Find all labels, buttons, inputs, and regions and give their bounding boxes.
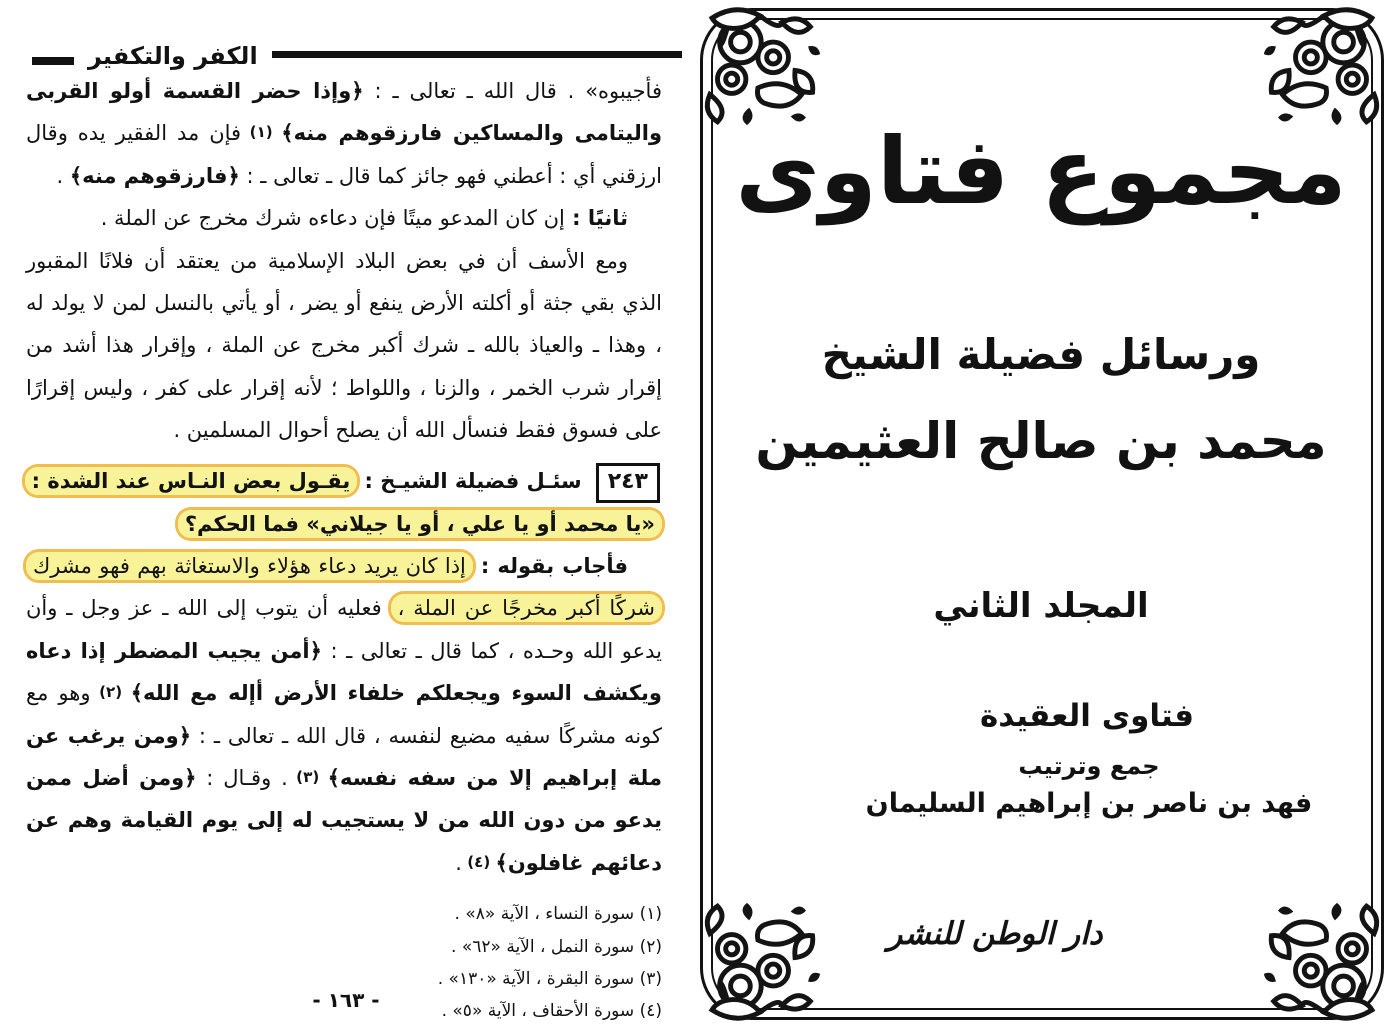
book-title: مجموع فتاوى — [735, 118, 1347, 225]
footnote: (٢) سورة النمل ، الآية «٦٢» . — [451, 936, 662, 957]
text-segment: . — [56, 163, 70, 188]
paragraph-regret — [26, 240, 662, 452]
author-name: محمد بن صالح العثيمين — [755, 412, 1327, 470]
text-segment: ﴿ومن يرغب عن ملة إبراهيم إلا من سفه نفسه﴾ — [26, 723, 662, 790]
text-segment: فأجيبوه» . قال الله ـ تعالى ـ : — [363, 79, 662, 103]
compiler-name: فهد بن ناصر بن إبراهيم السليمان — [865, 788, 1313, 819]
text-segment: فعليه أن يتوب إلى الله ـ عز وجل ـ وأن يدعو الله وحـده ، كما قال ـ تعالى ـ : — [26, 596, 662, 663]
highlighted-text: إذا كان يريد دعاء هؤلاء والاستغاثة بهم فهو مشرك شركًا أكبر مخرجًا عن الملة ، — [26, 552, 662, 622]
footnote: (٤) سورة الأحقاف ، الآية «٥» . — [441, 1001, 662, 1022]
text-segment: . وقـال : — [196, 765, 288, 790]
chapter-title: الكفر والتكفير — [88, 42, 258, 70]
footnote: (٣) سورة البقرة ، الآية «١٣٠» . — [437, 968, 662, 989]
body-text — [26, 70, 662, 1027]
text-segment: (٣) — [287, 767, 328, 786]
text-segment: ﴿ومن أضل ممن يدعو من دون الله من لا يستجيب له إلى يوم القيامة وهم عن دعائهم غافلون﴾ — [26, 765, 662, 875]
text-segment: إن كان المدعو ميتًا فإن دعاءه شرك مخرج عن الملة . — [100, 206, 565, 231]
publisher-name: دار الوطن للنشر — [887, 916, 1103, 952]
footnote: (١) سورة النساء ، الآية «٨» . — [454, 904, 662, 925]
text-segment: (٤) — [461, 852, 496, 871]
text-segment: ﴿وإذا حضر القسمة أولو القربى واليتامى والمساكين فارزقوهم منه﴾ — [26, 79, 663, 146]
left-page — [0, 0, 692, 1028]
text-segment: ومع الأسف أن في بعض البلاد الإسلامية من يعتقد أن فلانًا المقبور الذي بقي جثة أو أكلته الأرض ينفع أو يضر ، أو يأتي بالنسل لمن لا يولد له ، وهذا ـ والعياذ بالله ـ شرك أكبر مخرج عن الملة ، وإقرار هذا أشد من إقرار شرب الخمر ، والزنا ، واللواط ؛ لأنه إقرار على كفر ، وليس إقرارًا على فسوق فقط فنسأل الله أن يصلح أحوال المسلمين . — [26, 248, 662, 443]
floral-corner-ornament-icon — [1254, 892, 1390, 1034]
highlighted-text: يقـول بعض النـاس عند الشدة : «يا محمد أو يا علي ، أو يا جيلاني» فما الحكم؟ — [25, 467, 662, 538]
text-segment: (١) — [241, 123, 282, 142]
text-segment: (٢) — [90, 683, 131, 702]
text-segment: ﴿أمن يجيب المضطر إذا دعاه ويكشف السوء ويجعلكم خلفاء الأرض أإله مع الله﴾ — [26, 638, 662, 706]
question-paragraph — [26, 460, 662, 545]
text-segment: وهو مع كونه مشركًا سفيه مضيع لنفسه ، قال الله ـ تعالى ـ : — [26, 681, 662, 748]
compiler-label: جمع وترتيب — [1018, 752, 1160, 780]
page-number: - ١٦٣ - — [312, 988, 380, 1012]
floral-corner-ornament-icon — [688, 892, 830, 1034]
text-segment: فأجاب بقوله : — [472, 553, 628, 578]
volume-label: المجلد الثاني — [933, 586, 1149, 626]
text-segment: . — [455, 850, 462, 875]
paragraph-secondly — [26, 197, 662, 239]
text-segment: فإن مد الفقير يده وقال ارزقني أي : أعطني فهو جائز كما قال ـ تعالى ـ : — [26, 121, 662, 188]
question-number-box: ٢٤٣ — [596, 463, 660, 503]
book-subtitle: ورسائل فضيلة الشيخ — [821, 330, 1261, 379]
right-page-title-cover — [692, 0, 1390, 1028]
header-dash — [32, 57, 74, 65]
text-segment: ﴿فارزقوهم منه﴾ — [69, 163, 240, 188]
header-rule — [272, 51, 682, 58]
answer-paragraph — [26, 545, 662, 884]
paragraph-continuation — [26, 70, 662, 197]
floral-corner-ornament-icon — [1254, 0, 1390, 136]
chapter-header — [32, 40, 682, 68]
series-title: فتاوى العقيدة — [979, 698, 1194, 734]
text-segment: سئـل فضيلة الشيـخ : — [357, 468, 582, 493]
text-segment: ثانيًا : — [564, 206, 628, 231]
floral-corner-ornament-icon — [688, 0, 830, 136]
